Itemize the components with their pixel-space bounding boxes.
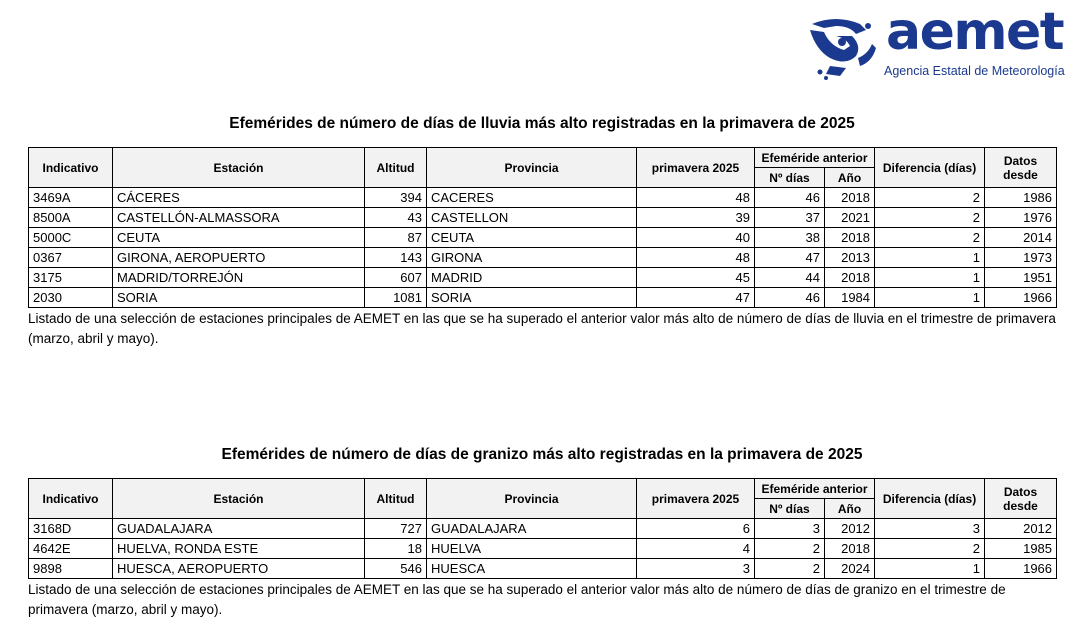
cell-num-dias: 3 <box>755 519 825 539</box>
cell-anio: 2018 <box>825 188 875 208</box>
rain-table-note: Listado de una selección de estaciones principales de AEMET en las que se ha superado el anterior valor más alto de número de días de lluvia en el trimestre de primavera (marzo, abril y mayo). <box>28 311 1056 346</box>
cell-anio: 2024 <box>825 559 875 579</box>
table-row <box>29 188 1057 208</box>
table-row <box>29 208 1057 228</box>
cell-estacion: CASTELLÓN-ALMASSORA <box>113 208 365 228</box>
header-num-dias: Nº días <box>755 499 825 519</box>
rain-table <box>28 147 1057 308</box>
cell-estacion: GIRONA, AEROPUERTO <box>113 248 365 268</box>
cell-diferencia: 2 <box>875 539 985 559</box>
cell-anio: 2021 <box>825 208 875 228</box>
cell-primavera: 47 <box>637 288 755 308</box>
cell-primavera: 4 <box>637 539 755 559</box>
header-altitud: Altitud <box>365 148 427 188</box>
header-provincia: Provincia <box>427 148 637 188</box>
header-estacion: Estación <box>113 148 365 188</box>
header-provincia: Provincia <box>427 479 637 519</box>
cell-num-dias: 38 <box>755 228 825 248</box>
logo-wordmark: aemet <box>886 2 1064 62</box>
cell-num-dias: 47 <box>755 248 825 268</box>
cell-provincia: MADRID <box>427 268 637 288</box>
cell-provincia: GUADALAJARA <box>427 519 637 539</box>
cell-estacion: MADRID/TORREJÓN <box>113 268 365 288</box>
header-anio: Año <box>825 168 875 188</box>
aemet-logo <box>806 2 1065 82</box>
cell-altitud: 143 <box>365 248 427 268</box>
cell-diferencia: 1 <box>875 288 985 308</box>
header-indicativo: Indicativo <box>29 148 113 188</box>
table-row <box>29 268 1057 288</box>
table-row <box>29 288 1057 308</box>
header-datos-desde: Datos desde <box>985 148 1057 188</box>
cell-indicativo: 9898 <box>29 559 113 579</box>
cell-primavera: 48 <box>637 188 755 208</box>
cell-indicativo: 3469A <box>29 188 113 208</box>
hail-section <box>28 444 1056 620</box>
cell-altitud: 1081 <box>365 288 427 308</box>
cell-estacion: CÁCERES <box>113 188 365 208</box>
header-estacion: Estación <box>113 479 365 519</box>
cell-num-dias: 2 <box>755 559 825 579</box>
cell-altitud: 87 <box>365 228 427 248</box>
header-primavera: primavera 2025 <box>637 479 755 519</box>
cell-desde: 2012 <box>985 519 1057 539</box>
cell-estacion: HUELVA, RONDA ESTE <box>113 539 365 559</box>
cell-altitud: 394 <box>365 188 427 208</box>
cell-provincia: HUELVA <box>427 539 637 559</box>
header-anio: Año <box>825 499 875 519</box>
cell-num-dias: 46 <box>755 188 825 208</box>
cell-desde: 2014 <box>985 228 1057 248</box>
logo-subtitle: Agencia Estatal de Meteorología <box>884 64 1065 78</box>
cell-indicativo: 2030 <box>29 288 113 308</box>
cell-indicativo: 4642E <box>29 539 113 559</box>
cell-diferencia: 3 <box>875 519 985 539</box>
cell-provincia: CASTELLON <box>427 208 637 228</box>
cell-primavera: 40 <box>637 228 755 248</box>
cell-provincia: CACERES <box>427 188 637 208</box>
hail-table <box>28 478 1057 579</box>
cell-diferencia: 1 <box>875 248 985 268</box>
cell-anio: 2012 <box>825 519 875 539</box>
cell-anio: 2018 <box>825 539 875 559</box>
cell-diferencia: 2 <box>875 228 985 248</box>
aemet-emblem-icon <box>806 16 886 82</box>
cell-indicativo: 5000C <box>29 228 113 248</box>
rain-section <box>28 113 1056 349</box>
header-indicativo: Indicativo <box>29 479 113 519</box>
cell-num-dias: 2 <box>755 539 825 559</box>
rain-table-title: Efemérides de número de días de lluvia más alto registradas en la primavera de 2025 <box>229 115 855 132</box>
cell-provincia: HUESCA <box>427 559 637 579</box>
cell-altitud: 607 <box>365 268 427 288</box>
cell-altitud: 18 <box>365 539 427 559</box>
header-num-dias: Nº días <box>755 168 825 188</box>
header-efemeride: Efeméride anterior <box>755 479 875 499</box>
cell-anio: 2013 <box>825 248 875 268</box>
cell-indicativo: 8500A <box>29 208 113 228</box>
cell-estacion: GUADALAJARA <box>113 519 365 539</box>
cell-diferencia: 1 <box>875 268 985 288</box>
cell-provincia: CEUTA <box>427 228 637 248</box>
cell-num-dias: 46 <box>755 288 825 308</box>
table-row <box>29 248 1057 268</box>
cell-altitud: 727 <box>365 519 427 539</box>
cell-anio: 1984 <box>825 288 875 308</box>
table-row <box>29 519 1057 539</box>
cell-provincia: GIRONA <box>427 248 637 268</box>
header-efemeride: Efeméride anterior <box>755 148 875 168</box>
cell-primavera: 39 <box>637 208 755 228</box>
cell-primavera: 45 <box>637 268 755 288</box>
cell-desde: 1966 <box>985 559 1057 579</box>
cell-indicativo: 3168D <box>29 519 113 539</box>
header-diferencia: Diferencia (días) <box>875 479 985 519</box>
cell-estacion: HUESCA, AEROPUERTO <box>113 559 365 579</box>
cell-desde: 1985 <box>985 539 1057 559</box>
cell-desde: 1986 <box>985 188 1057 208</box>
header-diferencia: Diferencia (días) <box>875 148 985 188</box>
cell-desde: 1966 <box>985 288 1057 308</box>
header-primavera: primavera 2025 <box>637 148 755 188</box>
cell-desde: 1976 <box>985 208 1057 228</box>
cell-anio: 2018 <box>825 228 875 248</box>
cell-primavera: 48 <box>637 248 755 268</box>
hail-table-note: Listado de una selección de estaciones principales de AEMET en las que se ha superado el anterior valor más alto de número de días de granizo en el trimestre de primavera (marzo, abril y mayo). <box>28 582 1006 617</box>
cell-anio: 2018 <box>825 268 875 288</box>
cell-indicativo: 3175 <box>29 268 113 288</box>
cell-num-dias: 44 <box>755 268 825 288</box>
cell-estacion: SORIA <box>113 288 365 308</box>
table-row <box>29 539 1057 559</box>
cell-desde: 1951 <box>985 268 1057 288</box>
cell-diferencia: 2 <box>875 188 985 208</box>
header-datos-desde: Datos desde <box>985 479 1057 519</box>
cell-primavera: 3 <box>637 559 755 579</box>
hail-table-title: Efemérides de número de días de granizo más alto registradas en la primavera de 2025 <box>221 446 863 463</box>
table-row <box>29 228 1057 248</box>
cell-diferencia: 2 <box>875 208 985 228</box>
cell-num-dias: 37 <box>755 208 825 228</box>
cell-altitud: 546 <box>365 559 427 579</box>
cell-desde: 1973 <box>985 248 1057 268</box>
table-row <box>29 559 1057 579</box>
cell-altitud: 43 <box>365 208 427 228</box>
cell-primavera: 6 <box>637 519 755 539</box>
cell-provincia: SORIA <box>427 288 637 308</box>
cell-estacion: CEUTA <box>113 228 365 248</box>
header-altitud: Altitud <box>365 479 427 519</box>
cell-diferencia: 1 <box>875 559 985 579</box>
cell-indicativo: 0367 <box>29 248 113 268</box>
